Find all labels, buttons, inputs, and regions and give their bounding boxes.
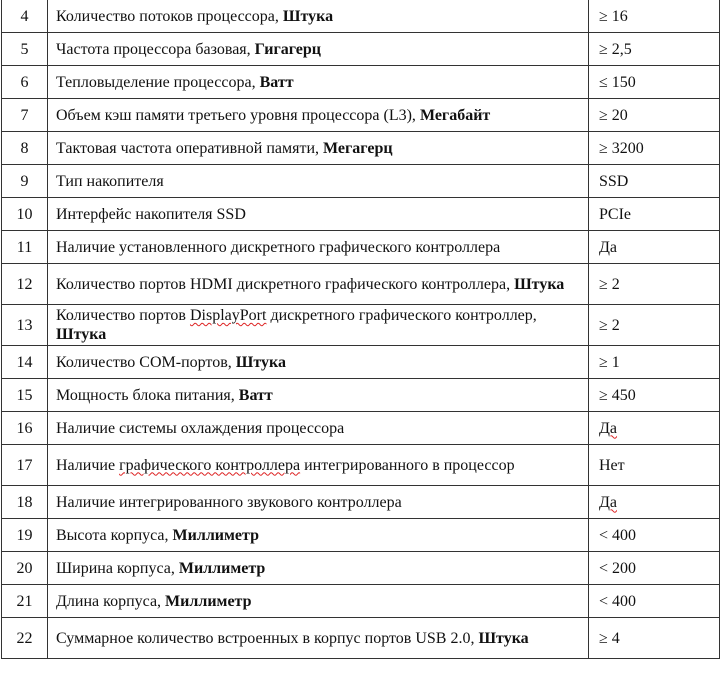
parameter-label: [56, 457, 515, 474]
row-number: 8: [2, 132, 48, 165]
parameter-value: ≥ 2,5: [589, 33, 720, 66]
parameter-label: Ширина корпуса,: [56, 559, 175, 577]
parameter-unit: Миллиметр: [178, 559, 266, 577]
parameter-name: [48, 445, 589, 486]
table-row: [2, 0, 720, 33]
spellcheck-word: графического контроллера: [119, 456, 301, 474]
spellcheck-word: Да: [599, 419, 618, 437]
table-row: [2, 305, 720, 346]
table-row: [2, 231, 720, 264]
table-row: [2, 198, 720, 231]
parameter-unit: Миллиметр: [165, 592, 252, 610]
parameter-unit: Гигагерц: [254, 40, 321, 58]
row-number: 9: [2, 165, 48, 198]
parameter-unit: Миллиметр: [172, 526, 259, 544]
parameter-value: Да: [589, 231, 720, 264]
parameter-label: Тепловыделение процессора,: [56, 73, 256, 91]
parameter-label: Объем кэш памяти третьего уровня процессора (L3),: [56, 106, 416, 124]
parameter-value: ≥ 3200: [589, 132, 720, 165]
parameter-label: [56, 307, 537, 324]
parameter-label: Тип накопителя: [56, 172, 164, 190]
parameter-label: Наличие системы охлаждения процессора: [56, 419, 345, 437]
table-row: [2, 519, 720, 552]
parameter-name: [48, 264, 589, 305]
parameter-name: [48, 66, 589, 99]
parameter-unit: Ватт: [238, 386, 273, 404]
parameter-name: [48, 231, 589, 264]
parameter-label: Частота процессора базовая,: [56, 40, 251, 58]
parameter-value: [589, 486, 720, 519]
parameter-label: Количество портов HDMI дискретного графического контроллера,: [56, 275, 511, 293]
label-part: интегрированного в процессор: [300, 456, 515, 474]
parameter-name: [48, 198, 589, 231]
parameter-label: Суммарное количество встроенных в корпус портов USB 2.0,: [56, 629, 475, 647]
parameter-value: < 200: [589, 552, 720, 585]
parameter-label: Мощность блока питания,: [56, 386, 235, 404]
parameter-name: [48, 519, 589, 552]
parameter-name: [48, 412, 589, 445]
parameter-value: ≥ 16: [589, 0, 720, 33]
parameter-name: [48, 305, 589, 346]
parameter-unit: Ватт: [259, 73, 294, 91]
table-row: [2, 346, 720, 379]
table-row: [2, 585, 720, 618]
parameter-label: Тактовая частота оперативной памяти,: [56, 139, 320, 157]
spellcheck-word: DisplayPort: [189, 307, 267, 324]
parameter-value: Нет: [589, 445, 720, 486]
parameter-value: ≥ 20: [589, 99, 720, 132]
label-part: Наличие: [56, 456, 120, 474]
parameter-name: [48, 585, 589, 618]
parameter-value: [589, 412, 720, 445]
label-part: дискретного графического контроллер,: [266, 307, 537, 324]
row-number: 11: [2, 231, 48, 264]
row-number: 18: [2, 486, 48, 519]
parameter-name: [48, 165, 589, 198]
parameter-label: Наличие установленного дискретного графического контроллера: [56, 238, 501, 256]
parameter-name: [48, 132, 589, 165]
row-number: 22: [2, 618, 48, 659]
table-row: [2, 552, 720, 585]
parameter-value: < 400: [589, 585, 720, 618]
table-row: [2, 132, 720, 165]
parameter-unit: Штука: [478, 629, 529, 647]
parameter-unit: Штука: [282, 7, 334, 25]
parameter-label: Высота корпуса,: [56, 526, 169, 544]
table-row: [2, 486, 720, 519]
parameter-label: Наличие интегрированного звукового контроллера: [56, 493, 402, 511]
parameter-value: SSD: [589, 165, 720, 198]
row-number: 4: [2, 0, 48, 33]
parameter-label: Количество потоков процессора,: [56, 7, 279, 25]
spec-table: [1, 0, 720, 659]
parameter-unit: Штука: [56, 326, 107, 343]
parameter-value: ≥ 1: [589, 346, 720, 379]
parameter-name: [48, 552, 589, 585]
parameter-name: [48, 346, 589, 379]
row-number: 12: [2, 264, 48, 305]
parameter-unit: Штука: [235, 353, 286, 371]
table-row: [2, 445, 720, 486]
row-number: 19: [2, 519, 48, 552]
parameter-unit: Мегабайт: [419, 106, 491, 124]
parameter-value: ≥ 2: [589, 305, 720, 346]
parameter-unit: Мегагерц: [323, 139, 393, 157]
parameter-value: ≥ 2: [589, 264, 720, 305]
table-row: [2, 66, 720, 99]
row-number: 5: [2, 33, 48, 66]
parameter-value: ≥ 450: [589, 379, 720, 412]
table-row: [2, 165, 720, 198]
parameter-label: Количество COM-портов,: [56, 353, 232, 371]
table-row: [2, 379, 720, 412]
parameter-value: ≤ 150: [589, 66, 720, 99]
parameter-name: [48, 33, 589, 66]
parameter-name: [48, 379, 589, 412]
row-number: 16: [2, 412, 48, 445]
parameter-name: [48, 99, 589, 132]
parameter-value: ≥ 4: [589, 618, 720, 659]
row-number: 15: [2, 379, 48, 412]
row-number: 10: [2, 198, 48, 231]
table-row: [2, 264, 720, 305]
parameter-label: Интерфейс накопителя SSD: [56, 205, 246, 223]
table-row: [2, 33, 720, 66]
label-part: Количество портов: [56, 307, 190, 324]
parameter-label: Длина корпуса,: [56, 592, 162, 610]
table-row: [2, 618, 720, 659]
parameter-name: [48, 618, 589, 659]
row-number: 7: [2, 99, 48, 132]
row-number: 14: [2, 346, 48, 379]
row-number: 20: [2, 552, 48, 585]
table-row: [2, 412, 720, 445]
row-number: 17: [2, 445, 48, 486]
parameter-value: PCIe: [589, 198, 720, 231]
spellcheck-word: Да: [599, 493, 618, 511]
parameter-unit: Штука: [514, 275, 565, 293]
parameter-name: [48, 486, 589, 519]
table-row: [2, 99, 720, 132]
row-number: 21: [2, 585, 48, 618]
parameter-value: < 400: [589, 519, 720, 552]
parameter-name: [48, 0, 589, 33]
row-number: 13: [2, 305, 48, 346]
row-number: 6: [2, 66, 48, 99]
